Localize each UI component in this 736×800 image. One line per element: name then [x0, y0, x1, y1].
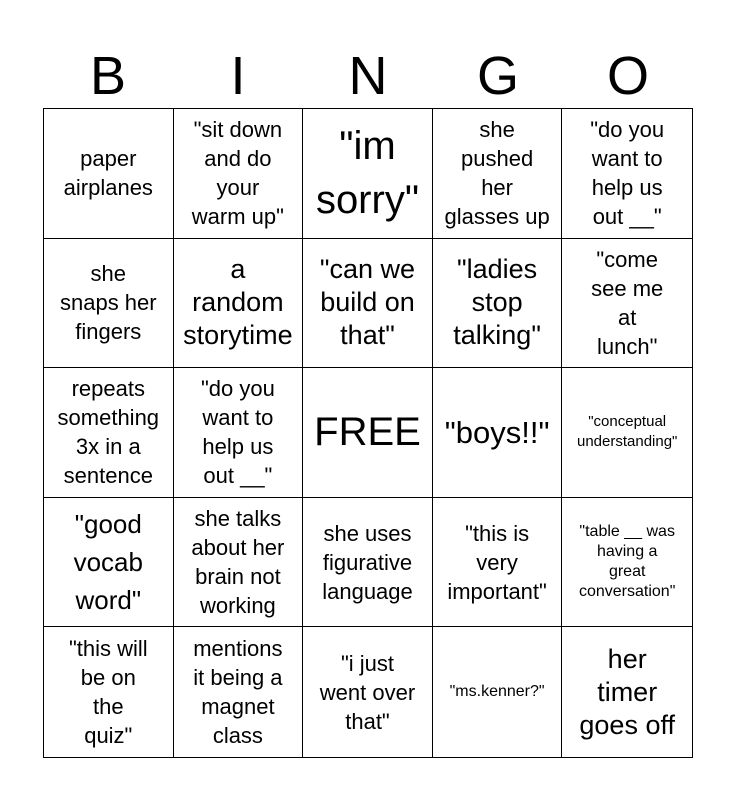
cell-label: "can we build on that"	[319, 254, 416, 351]
cell-label: she uses figurative language	[322, 520, 413, 604]
bingo-cell-o3[interactable]	[562, 368, 692, 498]
cell-label: paper airplanes	[63, 146, 153, 201]
free-space-label: FREE	[314, 410, 421, 455]
bingo-cell-n5[interactable]	[303, 627, 433, 757]
bingo-card-grid	[43, 108, 693, 758]
bingo-cell-o5[interactable]	[562, 627, 692, 757]
bingo-cell-b4[interactable]	[44, 498, 174, 628]
bingo-cell-i5[interactable]	[174, 627, 304, 757]
header-letter-i: I	[230, 46, 246, 106]
bingo-cell-i2[interactable]	[174, 239, 304, 369]
bingo-cell-g1[interactable]	[433, 109, 563, 239]
cell-label: "i just went over that"	[319, 650, 416, 734]
cell-label: "this is very important"	[447, 520, 547, 604]
cell-label: "this will be on the quiz"	[68, 636, 148, 749]
cell-label: "im sorry"	[315, 124, 420, 223]
cell-label: she talks about her brain not working	[191, 506, 285, 619]
bingo-cell-g2[interactable]	[433, 239, 563, 369]
bingo-cell-g5[interactable]	[433, 627, 563, 757]
bingo-cell-b1[interactable]	[44, 109, 174, 239]
bingo-cell-o2[interactable]	[562, 239, 692, 369]
bingo-cell-b2[interactable]	[44, 239, 174, 369]
bingo-cell-i3[interactable]	[174, 368, 304, 498]
bingo-cell-b3[interactable]	[44, 368, 174, 498]
cell-label: "sit down and do your warm up"	[191, 117, 284, 230]
bingo-cell-o1[interactable]	[562, 109, 692, 239]
header-letter-n: N	[348, 46, 388, 106]
header-letter-o: O	[606, 46, 649, 106]
cell-label: "come see me at lunch"	[591, 246, 664, 359]
header-letter-b: B	[89, 46, 127, 106]
cell-label: "ms.kenner?"	[449, 683, 545, 701]
bingo-cell-g3[interactable]	[433, 368, 563, 498]
cell-label: "ladies stop talking"	[453, 254, 541, 351]
cell-label: she pushed her glasses up	[444, 117, 550, 230]
bingo-cell-i1[interactable]	[174, 109, 304, 239]
cell-label: a random storytime	[183, 254, 293, 351]
header-letter-g: G	[476, 46, 519, 106]
cell-label: repeats something 3x in a sentence	[57, 376, 160, 489]
bingo-cell-free[interactable]	[303, 368, 433, 498]
cell-label: her timer goes off	[579, 643, 675, 740]
bingo-cell-n4[interactable]	[303, 498, 433, 628]
bingo-cell-n1[interactable]	[303, 109, 433, 239]
bingo-cell-b5[interactable]	[44, 627, 174, 757]
cell-label: "conceptual understanding"	[576, 413, 678, 451]
bingo-cell-o4[interactable]	[562, 498, 692, 628]
cell-label: "table __ was having a great conversation"	[578, 523, 676, 601]
cell-label: "good vocab word"	[73, 509, 143, 616]
bingo-cell-n2[interactable]	[303, 239, 433, 369]
cell-label: she snaps her fingers	[59, 261, 157, 345]
bingo-header	[43, 44, 693, 108]
bingo-cell-g4[interactable]	[433, 498, 563, 628]
bingo-cell-i4[interactable]	[174, 498, 304, 628]
cell-label: "do you want to help us out __"	[200, 376, 275, 489]
cell-label: "boys!!"	[444, 414, 550, 450]
cell-label: mentions it being a magnet class	[193, 636, 283, 749]
cell-label: "do you want to help us out __"	[590, 117, 665, 230]
